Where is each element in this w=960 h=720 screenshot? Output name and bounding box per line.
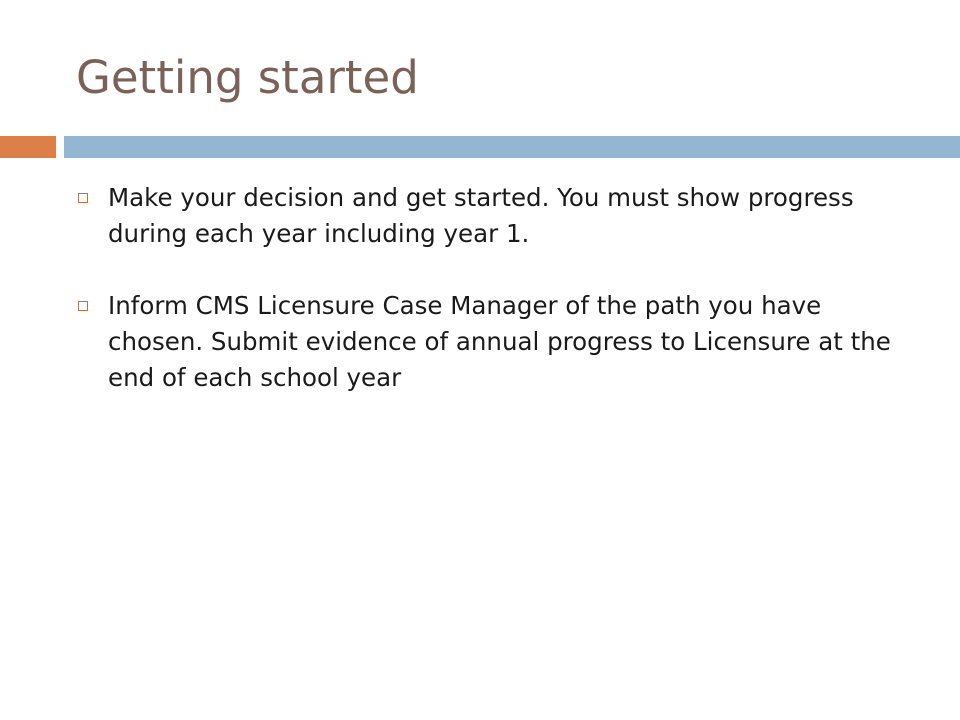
- title-divider-bar: [64, 136, 960, 158]
- bullet-text: Make your decision and get started. You must show progress during each year including year 1.: [108, 183, 854, 248]
- title-accent-bar: [0, 136, 56, 158]
- bullet-list: [76, 180, 916, 432]
- square-bullet-icon: [78, 193, 88, 203]
- bullet-text: Inform CMS Licensure Case Manager of the path you have chosen. Submit evidence of annual progress to Licensure at the end of each school year: [108, 291, 891, 392]
- square-bullet-icon: [78, 301, 88, 311]
- bullet-item: [76, 180, 916, 252]
- slide-title: Getting started: [76, 51, 419, 104]
- bullet-item: [76, 288, 916, 396]
